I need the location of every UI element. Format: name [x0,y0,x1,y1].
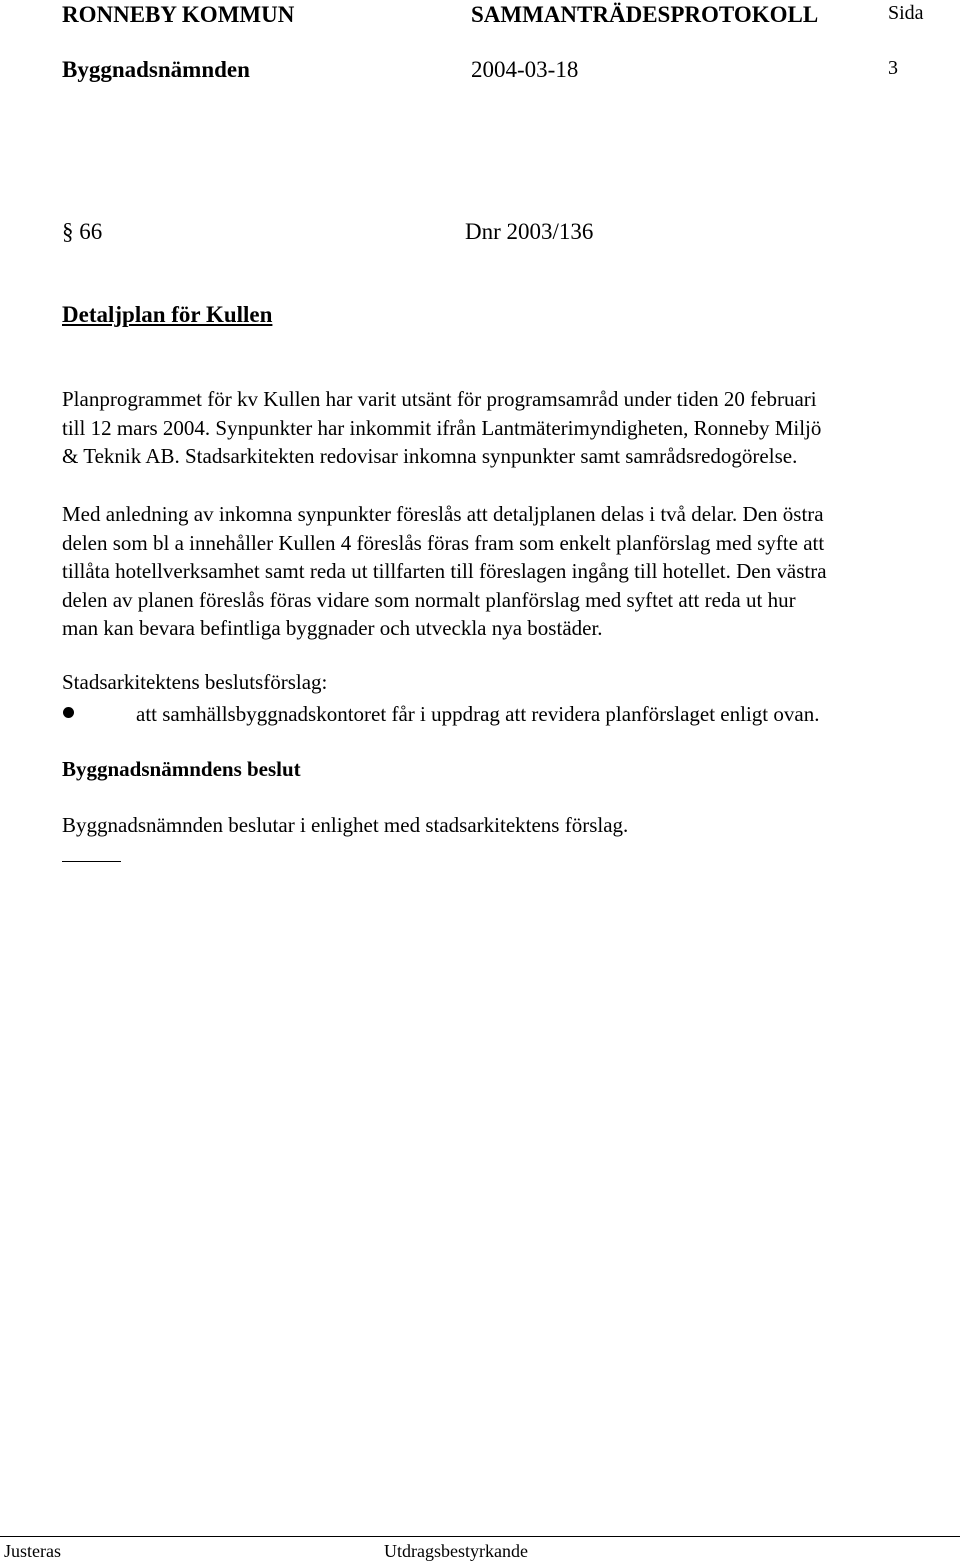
bullet-icon [63,707,74,718]
paragraph-line: till 12 mars 2004. Synpunkter har inkommit ifrån Lantmäterimyndigheten, Ronneby Miljö [62,415,822,440]
meeting-date: 2004-03-18 [471,57,579,82]
page-number: 3 [888,57,898,79]
board-name: Byggnadsnämnden [62,57,250,82]
municipality-name: RONNEBY KOMMUN [62,2,295,27]
paragraph-line: Med anledning av inkomna synpunkter föreslås att detaljplanen delas i två delar. Den östra [62,502,824,526]
page-title: Detaljplan för Kullen [62,302,273,327]
paragraph-line: Planprogrammet för kv Kullen har varit utsänt för programsamråd under tiden 20 februari [62,387,817,411]
proposal-bullet-text: att samhällsbyggnadskontoret får i uppdrag att revidera planförslaget enligt ovan. [136,702,820,726]
diary-number: Dnr 2003/136 [465,219,594,244]
decision-text: Byggnadsnämnden beslutar i enlighet med stadsarkitektens förslag. [62,813,629,837]
section-end-rule [62,861,121,862]
proposal-label: Stadsarkitektens beslutsförslag: [62,670,328,694]
section-number: § 66 [62,219,103,244]
footer-justeras: Justeras [4,1541,61,1561]
paragraph-line: & Teknik AB. Stadsarkitekten redovisar inkomna synpunkter samt samrådsredogörelse. [62,444,798,468]
decision-heading: Byggnadsnämndens beslut [62,757,301,781]
footer-extract-certification: Utdragsbestyrkande [384,1541,528,1561]
footer-rule [0,1536,960,1537]
paragraph-program [62,385,952,471]
paragraph-proposal [62,500,952,643]
paragraph-line: delen som bl a innehåller Kullen 4 föreslås föras fram som enkelt planförslag med syfte att [62,530,825,555]
paragraph-line: tillåta hotellverksamhet samt reda ut tillfarten till föreslagen ingång till hotellet. Den västra [62,559,827,583]
paragraph-line: man kan bevara befintliga byggnader och utveckla nya bostäder. [62,616,603,640]
page-label: Sida [888,2,924,24]
paragraph-line: delen av planen föreslås föras vidare som normalt planförslag med syftet att reda ut hur [62,587,796,612]
protocol-title: SAMMANTRÄDESPROTOKOLL [471,2,819,27]
